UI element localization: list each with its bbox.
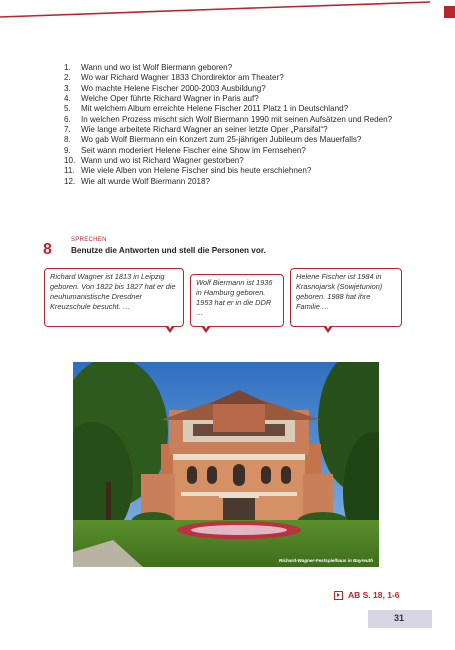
question-text: Mit welchem Album erreichte Helene Fischer 2011 Platz 1 in Deutschland? — [81, 104, 349, 114]
question-list — [64, 63, 394, 187]
speech-bubble-wagner — [44, 268, 184, 327]
arrow-box-icon — [334, 591, 343, 600]
question-text: Wo war Richard Wagner 1833 Chordirektor am Theater? — [81, 73, 284, 83]
question-number: 6. — [64, 114, 71, 124]
question-item — [64, 135, 394, 145]
question-item — [64, 115, 394, 125]
speech-bubble-fischer — [290, 268, 402, 327]
question-number: 8. — [64, 135, 71, 145]
bubble-text: Wolf Biermann ist 1936 in Hamburg geboren. 1953 hat er in die DDR … — [196, 278, 273, 317]
question-number: 5. — [64, 104, 71, 114]
header-curve — [0, 0, 455, 30]
question-text: Seit wann moderiert Helene Fischer eine Show im Fernsehen? — [81, 145, 306, 155]
bubble-text: Helene Fischer ist 1984 in Krasnojarsk (Sowjetunion) geboren. 1988 hat ihre Familie … — [296, 272, 383, 311]
task-instruction: Benutze die Antworten und stell die Personen vor. — [71, 246, 266, 255]
question-item — [64, 73, 394, 83]
question-number: 7. — [64, 125, 71, 135]
question-item — [64, 166, 394, 176]
photo-caption: Richard-Wagner-Festspielhaus in Bayreuth — [278, 558, 373, 563]
question-number: 3. — [64, 83, 71, 93]
page-number: 31 — [394, 613, 405, 623]
question-item — [64, 84, 394, 94]
question-text: Wie viele Alben von Helene Fischer sind bis heute erschiehnen? — [81, 166, 312, 176]
question-item — [64, 104, 394, 114]
question-item — [64, 177, 394, 187]
question-item — [64, 94, 394, 104]
question-number: 9. — [64, 145, 71, 155]
speech-bubble-biermann — [190, 274, 284, 327]
festspielhaus-photo — [73, 362, 379, 567]
question-number: 10. — [64, 156, 76, 166]
question-text: Wie lange arbeitete Richard Wagner an seiner letzte Oper „Parsifal“? — [81, 125, 328, 135]
section-label: SPRECHEN — [71, 237, 107, 243]
workbook-reference-text: AB S. 18, 1-6 — [348, 590, 400, 600]
question-item — [64, 125, 394, 135]
question-text: Welche Oper führte Richard Wagner in Paris auf? — [81, 94, 259, 104]
question-text: Wo gab Wolf Biermann ein Konzert zum 25-jährigen Jubileum des Mauerfalls? — [81, 135, 362, 145]
question-text: Wann und wo ist Richard Wagner gestorben? — [81, 156, 244, 166]
question-number: 1. — [64, 63, 71, 72]
corner-tab — [444, 6, 455, 18]
question-text: Wo machte Helene Fischer 2000-2003 Ausbildung? — [81, 83, 266, 93]
header-decoration — [0, 0, 455, 30]
question-text: In welchen Prozess mischt sich Wolf Biermann 1990 mit seinen Aufsätzen und Reden? — [81, 114, 393, 124]
question-item — [64, 63, 394, 73]
question-item — [64, 146, 394, 156]
question-item — [64, 156, 394, 166]
question-number: 2. — [64, 73, 71, 83]
question-number: 12. — [64, 176, 76, 186]
question-number: 11. — [64, 166, 75, 176]
bubble-text: Richard Wagner ist 1813 in Leipzig geboren. Von 1822 bis 1827 hat er die neuhumanistische Dresdner Kreuzschule besucht. … — [50, 272, 176, 311]
bubble-tail — [165, 326, 175, 333]
workbook-reference[interactable] — [334, 590, 400, 600]
question-text: Wann und wo ist Wolf Biermann geboren? — [81, 63, 233, 72]
question-number: 4. — [64, 94, 71, 104]
task-number: 8 — [43, 241, 52, 258]
bubble-tail — [323, 326, 333, 333]
festspielhaus-illustration — [73, 362, 379, 567]
bubble-tail — [201, 326, 211, 333]
question-text: Wie alt wurde Wolf Biermann 2018? — [81, 176, 210, 186]
